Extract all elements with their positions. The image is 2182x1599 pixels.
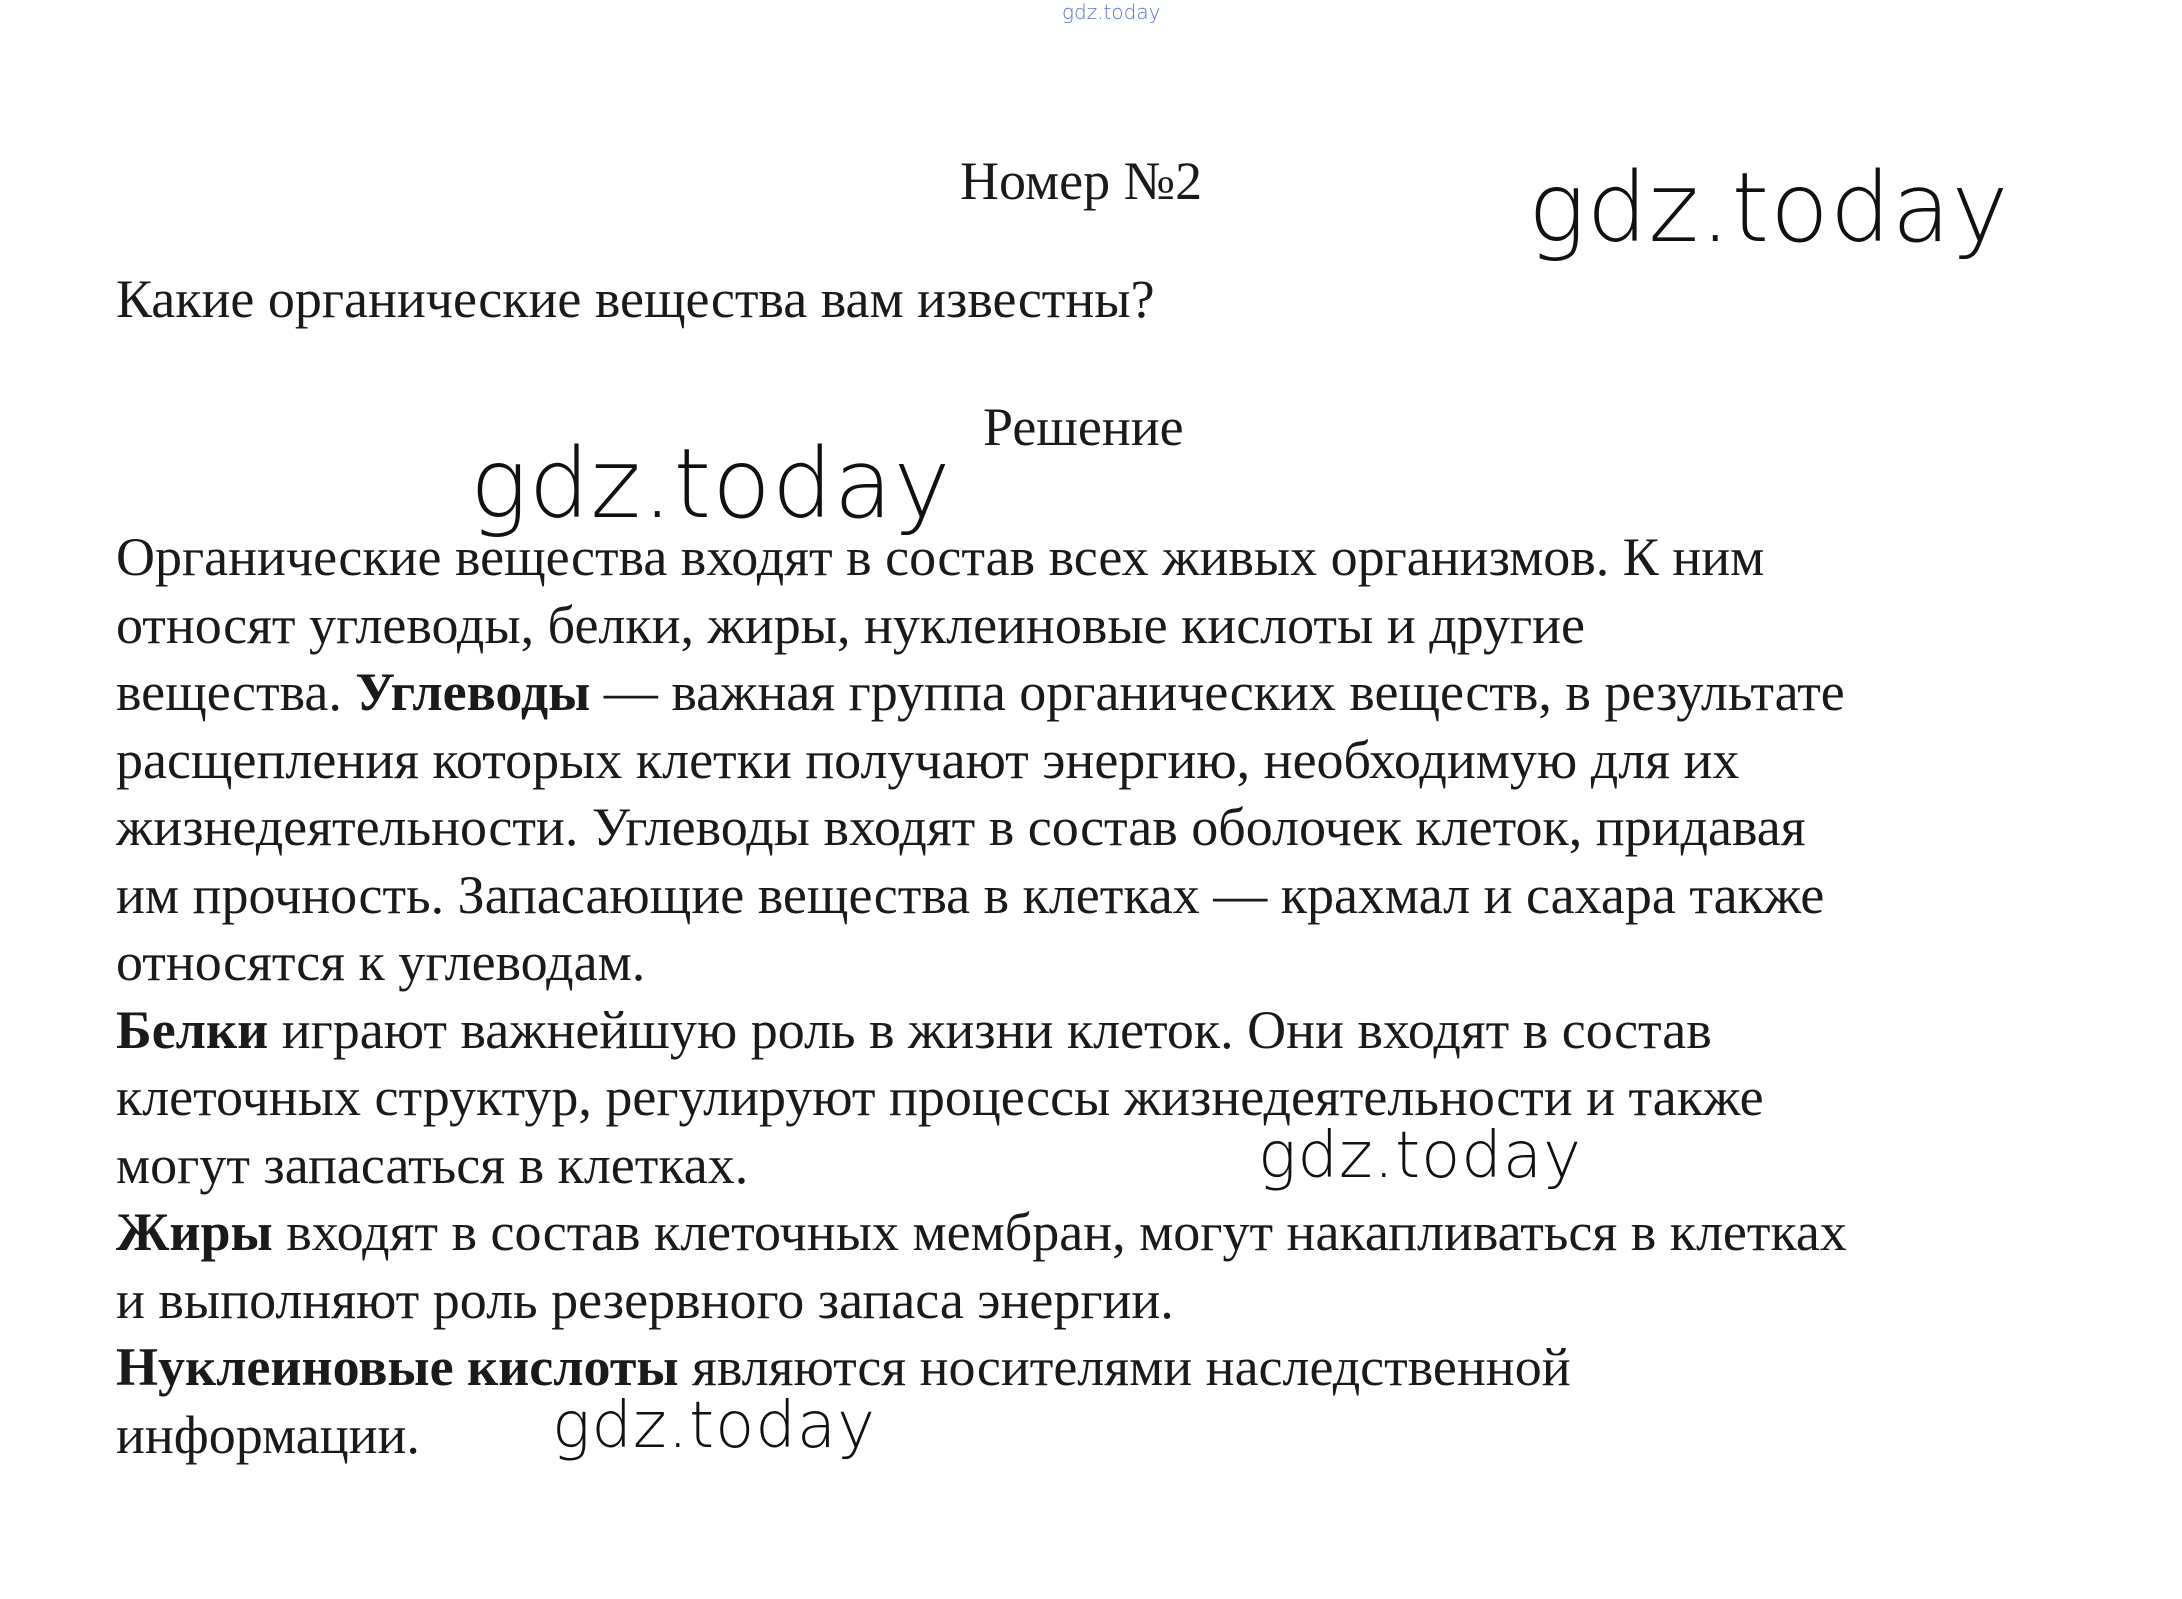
text-line	[116, 862, 2116, 930]
watermark-medium-bottom: gdz.today	[552, 1389, 876, 1463]
line-text: входят в состав клеточных мембран, могут накапливаться в клетках	[272, 1202, 1847, 1262]
text-line	[116, 1199, 2116, 1267]
text-line	[116, 1267, 2116, 1335]
watermark-medium-right: gdz.today	[1258, 1119, 1582, 1193]
question-text: Какие органические вещества вам известны?	[116, 269, 1155, 329]
term-fats: Жиры	[116, 1202, 273, 1262]
text-line	[116, 794, 2116, 862]
text-line	[116, 727, 2116, 795]
text-line	[116, 1064, 2116, 1132]
line-text: играют важнейшую роль в жизни клеток. Они входят в состав	[268, 999, 1712, 1060]
line-text: относят углеводы, белки, жиры, нуклеиновые кислоты и другие	[116, 594, 1585, 655]
line-text: информации.	[116, 1404, 420, 1465]
page-title: Номер №2	[960, 151, 1203, 211]
text-line	[116, 997, 2116, 1065]
term-nucleic-acids: Нуклеиновые кислоты	[116, 1337, 679, 1397]
line-text: расщепления которых клетки получают энергию, необходимую для их	[116, 729, 1740, 790]
line-text: жизнедеятельности. Углеводы входят в состав оболочек клеток, придавая	[116, 797, 1806, 857]
text-line	[116, 929, 2116, 997]
text-line	[116, 659, 2116, 727]
line-text: и выполняют роль резервного запаса энергии.	[116, 1269, 1174, 1330]
text-line	[116, 1402, 2116, 1470]
line-text: — важная группа органических веществ, в результате	[590, 662, 1845, 722]
line-text: относятся к углеводам.	[116, 932, 646, 992]
watermark-top: gdz.today	[1062, 0, 1161, 24]
text-line	[116, 1334, 2116, 1402]
term-carbohydrates: Углеводы	[355, 662, 591, 722]
text-line	[116, 524, 2116, 592]
line-prefix: вещества.	[116, 662, 356, 722]
solution-text	[116, 524, 2116, 1469]
line-text: являются носителями наследственной	[678, 1337, 1571, 1397]
text-line	[116, 1132, 2116, 1200]
text-line	[116, 592, 2116, 660]
solution-label: Решение	[983, 397, 1184, 457]
line-text: Органические вещества входят в состав всех живых организмов. К ним	[116, 527, 1765, 587]
watermark-large-right: gdz.today	[1528, 152, 2010, 264]
term-proteins: Белки	[116, 999, 269, 1060]
watermark-large-left: gdz.today	[470, 428, 952, 540]
line-text: могут запасаться в клетках.	[116, 1134, 749, 1195]
line-text: клеточных структур, регулируют процессы жизнедеятельности и также	[116, 1067, 1764, 1127]
line-text: им прочность. Запасающие вещества в клетках — крахмал и сахара также	[116, 864, 1825, 925]
